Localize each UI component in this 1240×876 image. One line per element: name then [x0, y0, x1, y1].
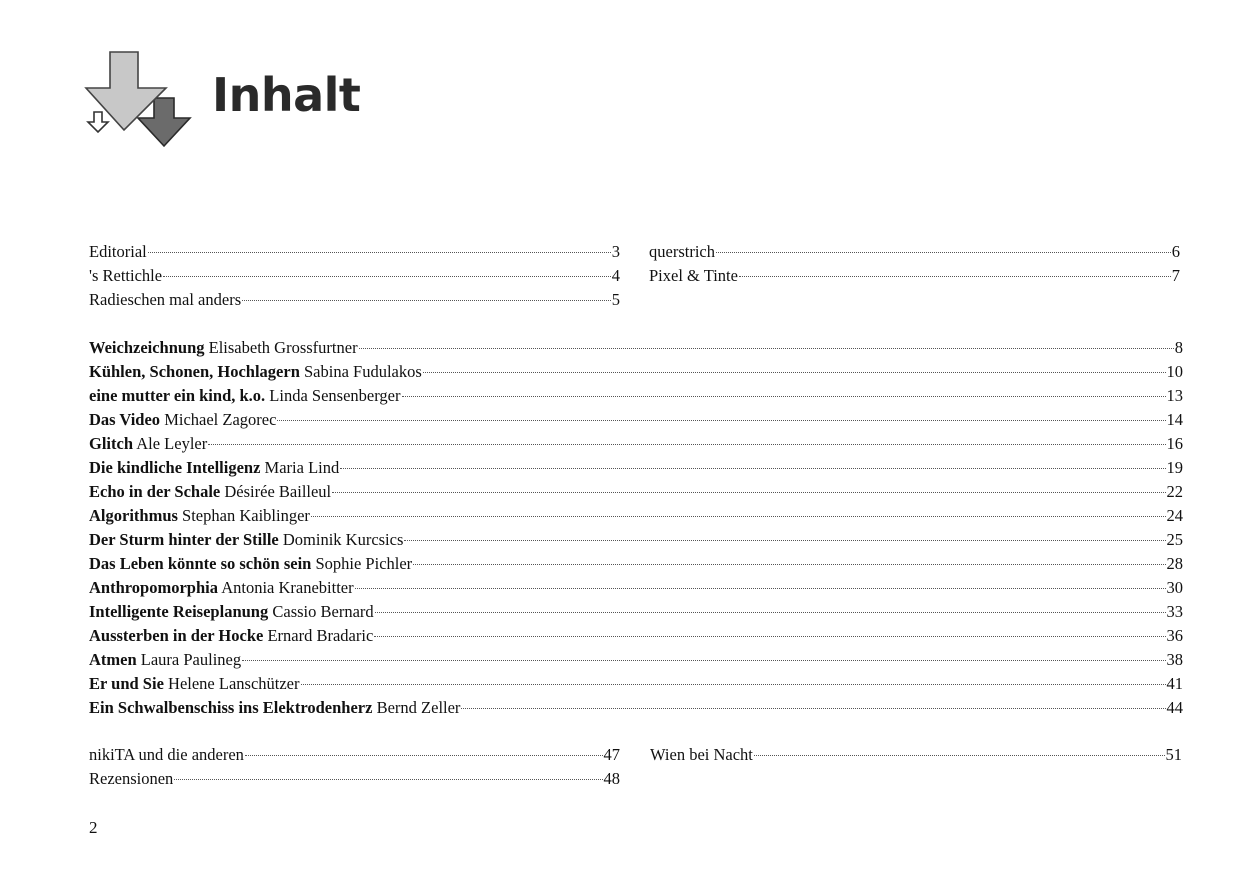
toc-entry-page: 38	[1166, 650, 1183, 669]
toc-entry[interactable]	[89, 336, 1183, 360]
toc-entry-author: Antonia Kranebitter	[221, 578, 354, 597]
dot-leader	[301, 684, 1166, 685]
dot-leader	[739, 276, 1171, 277]
dot-leader	[277, 420, 1165, 421]
toc-entry-author: Ernard Bradaric	[267, 626, 374, 645]
dot-leader	[242, 300, 611, 301]
toc-entry-page: 4	[611, 266, 620, 285]
toc-entry-page: 44	[1166, 698, 1183, 717]
toc-entry[interactable]	[89, 480, 1183, 504]
toc-entry-title: Glitch	[89, 434, 133, 453]
toc-entry-title: Der Sturm hinter der Stille	[89, 530, 279, 549]
toc-entry-page: 28	[1166, 554, 1183, 573]
toc-entry[interactable]	[89, 624, 1183, 648]
toc-entry-title: Wien bei Nacht	[650, 745, 753, 764]
toc-entry-page: 36	[1166, 626, 1183, 645]
toc-entry-page: 8	[1174, 338, 1183, 357]
toc-entry[interactable]	[89, 240, 620, 264]
toc-entry-title: Intelligente Reiseplanung	[89, 602, 269, 621]
dot-leader	[374, 636, 1165, 637]
toc-entry[interactable]	[649, 264, 1180, 288]
dot-leader	[242, 660, 1165, 661]
toc-entry-title: Echo in der Schale	[89, 482, 221, 501]
toc-entry-page: 51	[1165, 745, 1182, 764]
toc-entry-page: 7	[1171, 266, 1180, 285]
toc-entry-author: Désirée Bailleul	[224, 482, 332, 501]
toc-entry-page: 30	[1166, 578, 1183, 597]
page-title: Inhalt	[212, 68, 361, 122]
dot-leader	[148, 252, 611, 253]
toc-entry[interactable]	[89, 600, 1183, 624]
toc-entry-author: Ale Leyler	[136, 434, 208, 453]
dot-leader	[404, 540, 1165, 541]
toc-entry-title: querstrich	[649, 242, 715, 261]
toc-entry[interactable]	[89, 288, 620, 312]
toc-entry-page: 5	[611, 290, 620, 309]
page-number: 2	[89, 818, 98, 837]
toc-entry-page: 33	[1166, 602, 1183, 621]
toc-entry-author: Bernd Zeller	[376, 698, 461, 717]
toc-entry[interactable]	[89, 552, 1183, 576]
toc-entry[interactable]	[649, 240, 1180, 264]
toc-entry-title: Aussterben in der Hocke	[89, 626, 264, 645]
toc-entry-page: 48	[603, 769, 620, 788]
toc-entry[interactable]	[89, 576, 1183, 600]
toc-entry-author: Helene Lanschützer	[168, 674, 300, 693]
toc-entry[interactable]	[89, 408, 1183, 432]
dot-leader	[413, 564, 1165, 565]
dot-leader	[332, 492, 1165, 493]
toc-entry-page: 24	[1166, 506, 1183, 525]
toc-entry[interactable]	[89, 672, 1183, 696]
toc-entry[interactable]	[650, 743, 1182, 767]
toc-entry[interactable]	[89, 432, 1183, 456]
toc-entry-title: Algorithmus	[89, 506, 178, 525]
toc-entry-author: Linda Sensenberger	[269, 386, 401, 405]
toc-entry-title: Das Leben könnte so schön sein	[89, 554, 312, 573]
dot-leader	[208, 444, 1165, 445]
toc-entry[interactable]	[89, 767, 620, 791]
toc-entry-title: Ein Schwalbenschiss ins Elektrodenherz	[89, 698, 373, 717]
toc-entry-title: Das Video	[89, 410, 161, 429]
toc-entry-page: 10	[1166, 362, 1183, 381]
toc-entry-title: eine mutter ein kind, k.o.	[89, 386, 266, 405]
toc-entry-author: Elisabeth Grossfurtner	[208, 338, 358, 357]
dot-leader	[461, 708, 1165, 709]
toc-entry-title: Er und Sie	[89, 674, 164, 693]
toc-entry-page: 47	[603, 745, 620, 764]
toc-entry-title: Die kindliche Intelligenz	[89, 458, 261, 477]
toc-entry-author: Maria Lind	[264, 458, 340, 477]
toc-entry-page: 3	[611, 242, 620, 261]
toc-entry-page: 25	[1166, 530, 1183, 549]
toc-entry-title: Pixel & Tinte	[649, 266, 738, 285]
toc-entry[interactable]	[89, 360, 1183, 384]
toc-entry[interactable]	[89, 504, 1183, 528]
toc-entry[interactable]	[89, 264, 620, 288]
toc-entry-author: Sophie Pichler	[315, 554, 413, 573]
toc-entry-author: Dominik Kurcsics	[282, 530, 404, 549]
dot-leader	[174, 779, 602, 780]
toc-entry-page: 16	[1166, 434, 1183, 453]
toc-entry-title: Weichzeichnung	[89, 338, 205, 357]
dot-leader	[340, 468, 1165, 469]
toc-entry[interactable]	[89, 648, 1183, 672]
toc-entry-page: 41	[1166, 674, 1183, 693]
dot-leader	[311, 516, 1166, 517]
toc-entry-title: Anthropomorphia	[89, 578, 218, 597]
toc-entry-page: 13	[1166, 386, 1183, 405]
toc-entry-title: Editorial	[89, 242, 147, 261]
toc-entry-author: Laura Paulineg	[140, 650, 242, 669]
dot-leader	[163, 276, 611, 277]
toc-entry[interactable]	[89, 456, 1183, 480]
dot-leader	[716, 252, 1171, 253]
toc-entry-author: Michael Zagorec	[164, 410, 277, 429]
toc-entry-page: 6	[1171, 242, 1180, 261]
arrows-logo-icon	[84, 48, 196, 152]
toc-entry-author: Sabina Fudulakos	[304, 362, 422, 381]
toc-entry[interactable]	[89, 384, 1183, 408]
toc-entry-page: 14	[1166, 410, 1183, 429]
dot-leader	[355, 588, 1166, 589]
dot-leader	[423, 372, 1166, 373]
toc-entry-title: nikiTA und die anderen	[89, 745, 244, 764]
toc-entry[interactable]	[89, 696, 1183, 720]
toc-entry-title: 's Rettichle	[89, 266, 163, 285]
dot-leader	[402, 396, 1166, 397]
toc-entry-title: Atmen	[89, 650, 137, 669]
dot-leader	[245, 755, 603, 756]
toc-entry-title: Kühlen, Schonen, Hochlagern	[89, 362, 300, 381]
toc-entry[interactable]	[89, 528, 1183, 552]
toc-entry-title: Rezensionen	[89, 769, 174, 788]
toc-entry-author: Stephan Kaiblinger	[182, 506, 310, 525]
dot-leader	[359, 348, 1174, 349]
toc-entry-page: 22	[1166, 482, 1183, 501]
dot-leader	[754, 755, 1165, 756]
dot-leader	[375, 612, 1166, 613]
toc-entry-author: Cassio Bernard	[272, 602, 374, 621]
toc-entry[interactable]	[89, 743, 620, 767]
toc-entry-title: Radieschen mal anders	[89, 290, 242, 309]
toc-entry-page: 19	[1166, 458, 1183, 477]
